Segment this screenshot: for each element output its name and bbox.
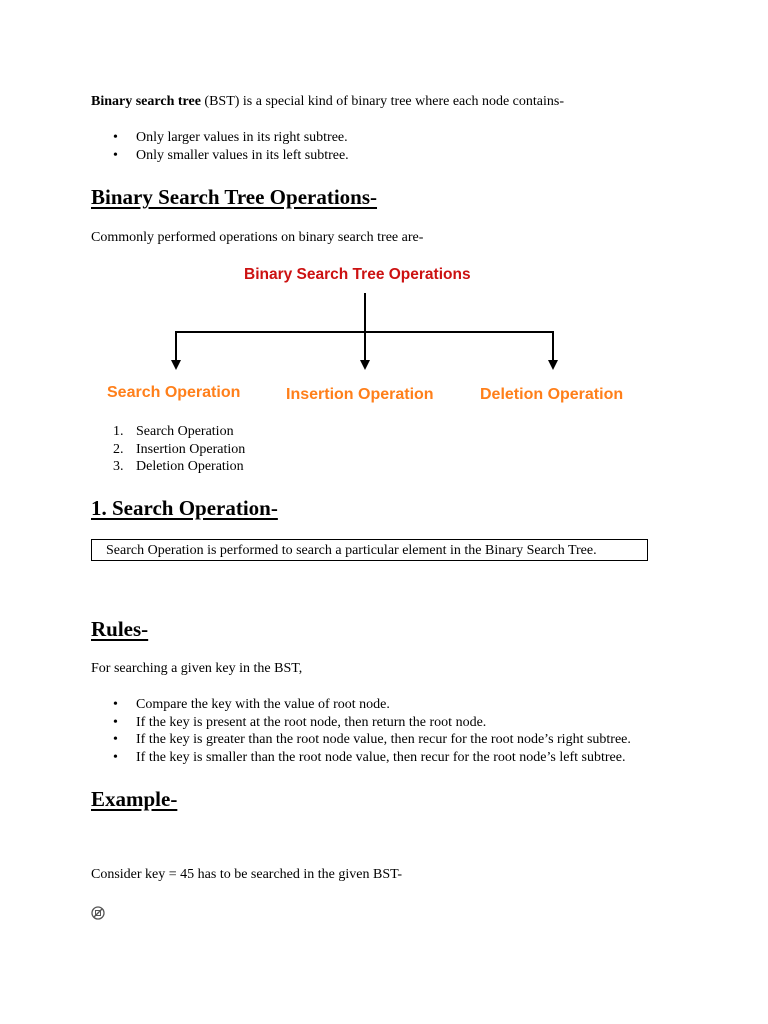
- diagram-child-deletion: Deletion Operation: [480, 386, 624, 403]
- rules-heading: Rules-: [91, 617, 149, 641]
- search-operation-heading: 1. Search Operation-: [91, 496, 278, 520]
- broken-image-icon: [90, 905, 106, 921]
- operations-lead: Commonly performed operations on binary search tree are-: [91, 230, 424, 245]
- list-item: • If the key is greater than the root node value, then recur for the root node’s right subtree.: [91, 731, 631, 749]
- list-item: • If the key is present at the root node, then return the root node.: [91, 714, 631, 732]
- list-item: • Only larger values in its right subtree.: [91, 129, 349, 147]
- diagram-title: Binary Search Tree Operations: [244, 266, 471, 283]
- diagram-child-search: Search Operation: [107, 384, 241, 401]
- arrow-down-icon: [548, 360, 558, 370]
- operations-numbered-list: [91, 423, 245, 476]
- example-text: Consider key = 45 has to be searched in the given BST-: [91, 867, 403, 882]
- search-definition-text: Search Operation is performed to search a particular element in the Binary Search Tree.: [106, 543, 597, 558]
- diagram-connectors: [0, 0, 768, 420]
- intro-rest: (BST) is a special kind of binary tree where each node contains-: [200, 94, 564, 109]
- operations-heading: Binary Search Tree Operations-: [91, 185, 378, 209]
- arrow-down-icon: [171, 360, 181, 370]
- list-item: • Compare the key with the value of root node.: [91, 696, 631, 714]
- diagram-child-insertion: Insertion Operation: [286, 386, 434, 403]
- example-heading: Example-: [91, 787, 178, 811]
- list-item: 1. Search Operation: [113, 424, 234, 439]
- list-item: • If the key is smaller than the root node value, then recur for the root node’s left subtree.: [91, 749, 631, 767]
- rules-lead: For searching a given key in the BST,: [91, 661, 303, 676]
- list-item: • Only smaller values in its left subtree.: [91, 147, 349, 165]
- search-definition-box: [91, 539, 648, 561]
- list-item: 3. Deletion Operation: [113, 459, 244, 474]
- arrow-down-icon: [360, 360, 370, 370]
- intro-bold-term: Binary search tree: [91, 94, 201, 109]
- rules-bullet-list: [91, 696, 631, 766]
- list-item: 2. Insertion Operation: [113, 441, 246, 457]
